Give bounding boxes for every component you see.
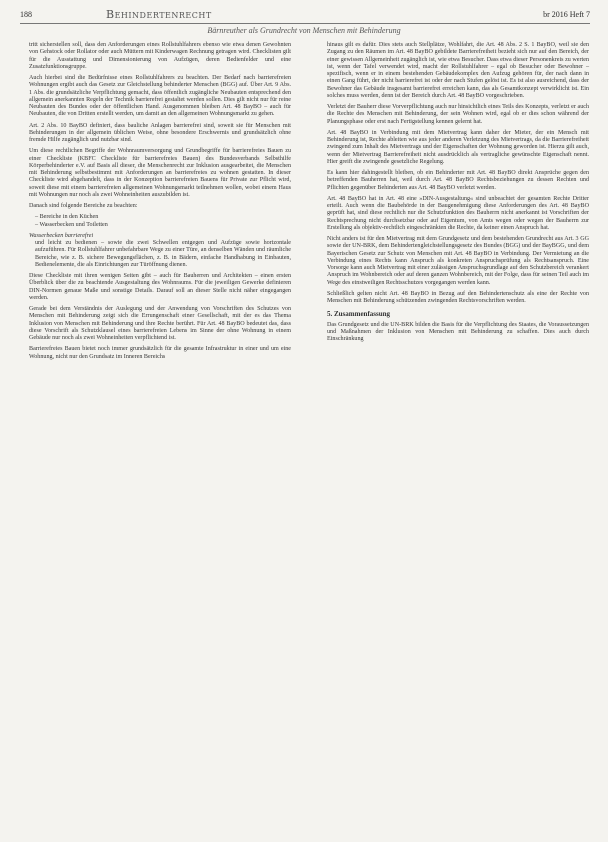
paragraph: Art. 48 BayBO hat in Art. 48 eine »DIN-Ausgestaltung« sind unbeachtet der gesamten Rechte Dritter erteilt. Auch wenn die Baubehörde in der Baugenehmigung diese Anforderungen des Art. 48 BayBO geprüft hat, sind diese rechtlich nur die Schutzfunktion des Bauherrn nicht anerkannt ist Vorschriften der Rechtsprechung nicht durchsetzbar oder auf Eigentum, von Amts wegen oder wegen der Bauherrn zur Erstellung als objektiv-rechtlich eingeschränkten die Rechte, da keiner einen Anspruch hat. [327,195,589,231]
header-rule [20,23,590,24]
paragraph: Schließlich gelten nicht Art. 48 BayBO in Bezug auf den Behindertenschutz als eine der Rechte von Menschen mit Behinderung schützenden zwingenden Rechtsvorschriften werden. [327,290,589,304]
issue-label: br 2016 Heft 7 [543,10,590,19]
list-item: – Bereiche in den Küchen [35,214,99,221]
paragraph: Gerade bei dem Verständnis der Auslegung und der Anwendung von Vorschriften des Schutzes von Menschen mit Behinderung zeigt sich die Errungenschaft einer Gesellschaft, mit der es das Thema Inklusion von Menschen mit Behinderung und ihre Rechte berührt. Für Art. 48 BayBO bedeutet das, dass diese Vorschrift als Schutzklausel eines barrierefreien Lebens im Sinne der ohne Wohnung in einem Gebäude nur noch als zwei Wohneinheiten verpflichtend ist. [29,306,291,341]
paragraph: Art. 48 BayBO in Verbindung mit dem Mietvertrag kann daher der Mieter, der ein Mensch mit Behinderung ist, Rechte ableiten wie aus jeder anderen Verletzung des Mietvertrags, da die Barrierefreiheit zwingend zum Inhalt des Mietvertrags und der Eigenschaften der Wohnung geworden ist. Hierzu gilt auch, wenn der Mietvertrag Barrierefreiheit nicht ausdrücklich als vertragliche gewünschte Eigenschaft nennt. Hier greift die zwingende gesetzliche Regelung. [327,129,589,165]
paragraph: Verletzt der Bauherr diese Vorverpflichtung auch nur hinsichtlich eines Teils des Konzepts, verletzt er auch die Rechte des Menschen mit Behinderung, der sein Wohnen wird, egal ob er dies schon während der Planungsphase oder erst nach Fertigstellung kennen gelernt hat. [327,104,589,125]
right-column [327,42,589,347]
page-number: 188 [20,10,32,19]
paragraph: Um diese rechtlichen Begriffe der Wohnraumversorgung und Grundbegriffe für barrierefreies Bauen zu einer Checkliste (KBFC Checkliste für barrierefreies Bauen) des Bundesverbands Selbsthilfe Körperbehinderter e.V. auf Basis all dieser, die Menschenrecht zur Inklusion ausgearbeitet, die Menschen mit Behinderung selbstbestimmt mit Anforderungen an barrierefreies zu wohnen gestatten. In dieser Checkliste wird abgehandelt, dass in der Konzeption barrierefreien Bauens für Private zur Pflicht wird, soweit diese mit einem barrierefreien allgemeinen Wohnungsmarkt teilnehmen wollen, wobei einem Haus mit Wohnungen nur noch als zwei Wohneinheiten auszubilden ist. [29,148,291,198]
paragraph: Nicht anders ist für den Mietvertrag mit dem Grundgesetz und dem bestehenden Grundrecht aus Art. 3 GG sowie der UN-BRK, dem Behindertengleichstellungsgesetz des Bundes (BGG) und der BayBGG, und dem Bayerischen Gesetz zur Schutz von Menschen mit Art. 48 BayBO in Verbindung. Der Vermietung an die Verbindung eines Rechts kann Anspruch als konkreten Anspruchsprüfung als Rechtsanspruch. Eine Vorsorge kann auch Mietvertrag mit einer zulässigen Anspruchsgrundlage auf den Schutzbereich verankert Anspruch im Wohnbereich oder auf deren ganzen Wohnbereich, mit der Folge, dass für seinen Teil auch im Wege des einstweiligen Rechtsschutzes vorgegangen werden kann. [327,236,589,286]
paragraph: Barrierefreies Bauen bietet noch immer grundsätzlich für die gesamte Infrastruktur in einer und um eine Wohnung, nicht nur den Grundsatz im Inneren Bereichs [29,346,291,360]
page-header [20,9,590,23]
paragraph: Auch hierbei sind die Bedürfnisse eines Rollstuhlfahrers zu beachten. Der Bedarf nach barrierefreien Wohnungen ergibt auch das Gesetz zur Gleichstellung behinderter Menschen (BGG) auf. Über Art. 9 Abs. 1 Abs. die grundsätzliche Verpflichtung gemacht, dass öffentlich zugängliche Neubauten entsprechend den allgemein anerkannten Regeln der Technik barrierefrei gestaltet werden sollen. Dies gilt nicht nur für reine Neubauten des Bundes oder der öffentlichen Hand. Ausgenommen bleiben Art. 48 BayBO – auch für Neubauten, die von Dritten erstellt werden, um damit an den allgemeinen Wohnungsmarkt zu gehen. [29,75,291,118]
sub-item [29,233,291,269]
left-column [29,42,291,365]
paragraph: Diese Checkliste mit ihren wenigen Seiten gibt – auch für Bauherren und Architekten – einen ersten Überblick über die zu beachtende Ausgestaltung des Wohnraums. Für die jeweiligen Gewerke definieren DIN-Normen genaue Maße und sonstige Details. Darauf soll an dieser Stelle nicht näher eingegangen werden. [29,273,291,301]
journal-title: Behindertenrecht [106,8,212,21]
sub-item-title: Wasserbecken barrierefrei [29,232,94,239]
bullet-list [29,214,291,229]
sub-item-body: und leicht zu bedienen – sowie die zwei Schwellen entgegen und Aufzüge sowie horizontale aufzuführen. Für Rollstuhlfahrer unbefahrbare Wege zu einer Türe, an denselben Wänden und räumliche Bereiche, wie z. B. sichere Bewegungsflächen, z. B. in Bädern, einfache Handhabung in Einbauten, Bedienelemente, die als Einrichtungen zur Türöffnung dienen. [35,240,291,268]
paragraph: Art. 2 Abs. 10 BayBO definiert, dass bauliche Anlagen barrierefrei sind, soweit sie für Menschen mit Behinderungen in der allgemein üblichen Weise, ohne besondere Erschwernis und grundsätzlich ohne fremde Hilfe zugänglich und nutzbar sind. [29,122,291,143]
paragraph: Es kann hier dahingestellt bleiben, ob ein Behinderter mit Art. 48 BayBO direkt Ansprüche gegen den betreffenden Bauherren hat, weil durch Art. 48 BayBO Rechtsbeziehungen zu dessen Rechten und Pflichten gegenüber Behinderten aus Art. 48 BayBO verletzt werden. [327,170,589,191]
list-item: – Wasserbecken und Toiletten [35,221,108,228]
paragraph: hinaus gilt es dafür. Dies stets auch Stellplätze, Wohlfahrt, die Art. 48 Abs. 2 S. 1 BayBO, weil sie den Zugang zu den Räumen im Art. 48 BayBO gebildete Barrierefreiheit bezieht sich nur auf den Bereich, der einer gewissen Allgemeinheit zugänglich ist, wie etwa Besucher. Dass etwa dieser Personenkreis zu werten ist, wenn der Tafel verwendet wird, macht der Rollstuhlfahrer – egal ob Besucher oder Bewohner – spezifisch, wenn er in einem bestehenden Gebäudekomplex den Aufzug gehören für, der nach dann in einen Gang führt, der nicht barrierefrei ist oder der nach Stufen gelöst ist. Es ist also ausreichend, dass der Bewohner das Gebäude insgesamt barrierefrei erreichen kann, das als Gesamtkonzept verwirklicht ist. Ein solches muss werden, denn ist der Bereich durch Art. 48 BayBO vorgeschrieben. [327,42,589,99]
paragraph: Danach sind folgende Bereiche zu beachten: [29,203,138,209]
section-heading: 5. Zusammenfassung [327,310,391,319]
paragraph: tritt sicherstellen soll, dass den Anforderungen eines Rollstuhlfahrers ebenso wie etwa denen Gewohnten von Gehstock oder Rollator oder auch Müttern mit Kinderwagen Rechnung getragen wird. Checklisten gilt für die Ausstattung und Dimensionierung von Aufzügen, deren Bedienfelder und eine Zusatzfunktionsgruppe. [29,42,291,70]
running-subtitle: Bärnreuther als Grundrecht von Menschen mit Behinderung [207,26,401,35]
paragraph: Das Grundgesetz und die UN-BRK bilden die Basis für die Verpflichtung des Staates, die Voraussetzungen und Maßnahmen der Inklusion von Menschen mit Behinderung zu schaffen. Dies auch durch Einschränkung [327,321,589,342]
